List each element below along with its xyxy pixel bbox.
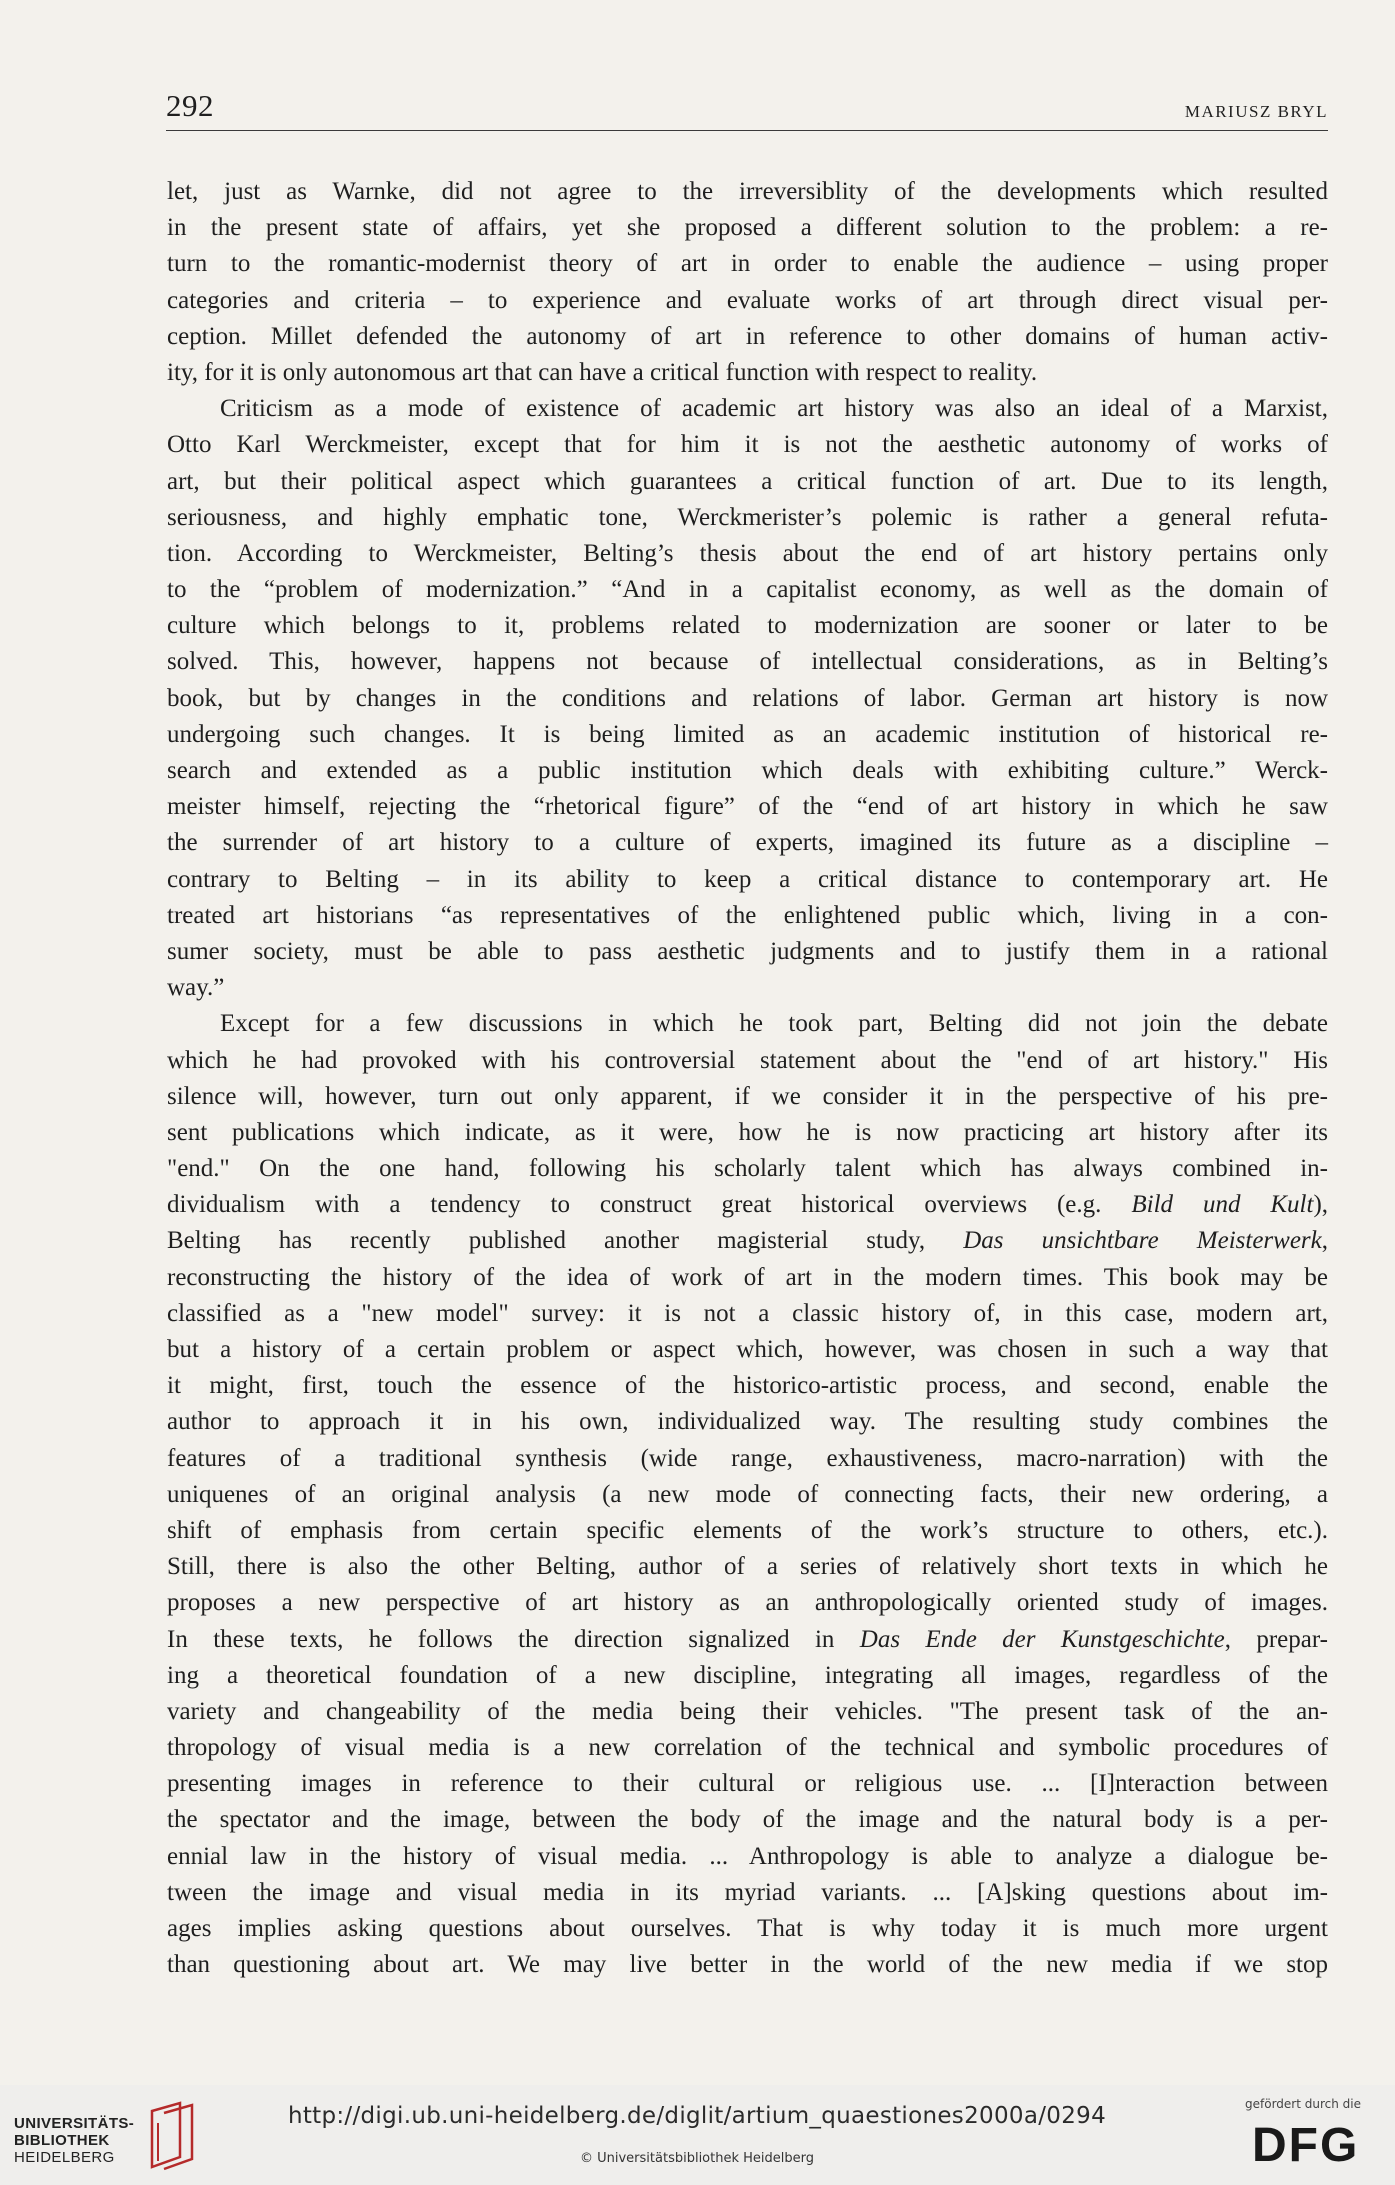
text-line: sumer society, must be able to pass aesthetic judgments and to justify them in a rational xyxy=(167,937,1328,965)
text-line: variety and changeability of the media being their vehicles. "The present task of the an- xyxy=(167,1697,1328,1725)
running-head: MARIUSZ BRYL xyxy=(1184,102,1328,121)
permalink-url[interactable]: http://digi.ub.uni-heidelberg.de/diglit/artium_quaestiones2000a/0294 xyxy=(287,2103,1107,2129)
text-line: classified as a "new model" survey: it is not a classic history of, in this case, modern art, xyxy=(167,1299,1328,1327)
text-line: seriousness, and highly emphatic tone, Werckmerister’s polemic is rather a general refuta- xyxy=(167,503,1328,531)
text-line: reconstructing the history of the idea of work of art in the modern times. This book may be xyxy=(167,1263,1328,1291)
text-line: tion. According to Werckmeister, Belting’s thesis about the end of art history pertains only xyxy=(167,539,1328,567)
page-header xyxy=(166,86,1328,131)
book-title: Das Ende der Kunstgeschichte xyxy=(859,1625,1225,1653)
text-run: dividualism with a tendency to construct great historical overviews (e.g. xyxy=(167,1191,1102,1219)
text-run: , prepar- xyxy=(1224,1625,1329,1653)
text-line: the surrender of art history to a culture of experts, imagined its future as a discipline – xyxy=(167,829,1328,857)
text-line: way.” xyxy=(167,974,225,1002)
text-line: presenting images in reference to their cultural or religious use. ... [I]nteraction between xyxy=(167,1770,1328,1798)
text-line xyxy=(167,1622,1328,1658)
text-run: , xyxy=(1321,1227,1328,1255)
text-run: Belting has recently published another magisterial study, xyxy=(167,1227,926,1255)
text-line: search and extended as a public institution which deals with exhibiting culture.” Werck- xyxy=(167,757,1328,784)
text-line: author to approach it in his own, individualized way. The resulting study combines the xyxy=(167,1408,1328,1436)
university-library-logo-icon xyxy=(150,2101,198,2171)
text-line: undergoing such changes. It is being limited as an academic institution of historical re- xyxy=(167,720,1328,748)
text-line: than questioning about art. We may live better in the world of the new media if we stop xyxy=(167,1951,1328,1979)
text-line xyxy=(167,1187,1328,1223)
text-line: book, but by changes in the conditions and relations of labor. German art history is now xyxy=(167,684,1328,712)
book-title: Das unsichtbare Meisterwerk xyxy=(963,1227,1322,1255)
text-line: ages implies asking questions about ourselves. That is why today it is much more urgent xyxy=(167,1915,1328,1942)
text-line: ennial law in the history of visual media. ... Anthropology is able to analyze a dialogue be- xyxy=(167,1842,1328,1870)
text-line: to the “problem of modernization.” “And in a capitalist economy, as well as the domain of xyxy=(167,576,1328,604)
text-line: but a history of a certain problem or aspect which, however, was chosen in such a way that xyxy=(167,1336,1328,1363)
text-line: meister himself, rejecting the “rhetorical figure” of the “end of art history in which he saw xyxy=(167,793,1328,821)
text-line: shift of emphasis from certain specific elements of the work’s structure to others, etc.). xyxy=(167,1516,1328,1544)
text-line xyxy=(167,1223,1328,1259)
text-line: the spectator and the image, between the body of the image and the natural body is a per- xyxy=(167,1806,1328,1834)
text-line: proposes a new perspective of art history as an anthropologically oriented study of images. xyxy=(167,1589,1328,1617)
funding-credit: gefördert durch die xyxy=(1245,2097,1361,2111)
text-line: "end." On the one hand, following his scholarly talent which has always combined in- xyxy=(167,1155,1328,1183)
text-line: let, just as Warnke, did not agree to the irreversiblity of the developments which resulted xyxy=(167,178,1328,205)
text-line: art, but their political aspect which guarantees a critical function of art. Due to its length, xyxy=(167,467,1328,495)
text-line: in the present state of affairs, yet she proposed a different solution to the problem: a re- xyxy=(167,214,1328,242)
text-line: it might, first, touch the essence of the historico-artistic process, and second, enable the xyxy=(167,1372,1328,1400)
text-line: tween the image and visual media in its myriad variants. ... [A]sking questions about im- xyxy=(167,1878,1328,1906)
library-name-line: UNIVERSITÄTS- xyxy=(14,2115,135,2132)
text-line: contrary to Belting – in its ability to keep a critical distance to contemporary art. He xyxy=(167,865,1328,893)
text-line: Still, there is also the other Belting, author of a series of relatively short texts in which he xyxy=(167,1553,1328,1581)
text-line: uniquenes of an original analysis (a new mode of connecting facts, their new ordering, a xyxy=(167,1480,1328,1508)
body-text xyxy=(167,174,1328,1983)
text-line: features of a traditional synthesis (wide range, exhaustiveness, macro-narration) with the xyxy=(167,1444,1328,1472)
page-number: 292 xyxy=(166,88,214,123)
dfg-logo-text: DFG xyxy=(1252,2119,1360,2167)
text-line: Otto Karl Werckmeister, except that for him it is not the aesthetic autonomy of works of xyxy=(167,431,1328,459)
text-line: which he had provoked with his controversial statement about the "end of art history." His xyxy=(167,1046,1328,1074)
library-name-line: BIBLIOTHEK xyxy=(14,2132,110,2149)
text-line: ing a theoretical foundation of a new discipline, integrating all images, regardless of the xyxy=(167,1661,1328,1689)
book-title: Bild und Kult xyxy=(1131,1191,1314,1219)
digitization-footer xyxy=(0,2085,1395,2185)
text-line: ity, for it is only autonomous art that can have a critical function with respect to reality. xyxy=(167,358,1038,386)
text-line: turn to the romantic-modernist theory of art in order to enable the audience – using proper xyxy=(167,250,1328,278)
text-line: ception. Millet defended the autonomy of art in reference to other domains of human activ- xyxy=(167,322,1328,350)
copyright-notice: © Universitätsbibliothek Heidelberg xyxy=(579,2151,814,2166)
text-line: silence will, however, turn out only apparent, if we consider it in the perspective of his pre- xyxy=(167,1082,1328,1110)
text-line: categories and criteria – to experience and evaluate works of art through direct visual per- xyxy=(167,286,1328,314)
text-run: In these texts, he follows the direction signalized in xyxy=(167,1625,835,1653)
library-name xyxy=(14,2115,134,2166)
text-line: treated art historians “as representatives of the enlightened public which, living in a con- xyxy=(167,901,1328,929)
dfg-logo-icon xyxy=(1250,2117,1365,2167)
text-line: culture which belongs to it, problems related to modernization are sooner or later to be xyxy=(167,612,1328,640)
library-name-line: HEIDELBERG xyxy=(14,2149,115,2166)
text-run: ), xyxy=(1313,1191,1329,1219)
text-line: solved. This, however, happens not because of intellectual considerations, as in Belting’s xyxy=(167,648,1328,676)
text-line: sent publications which indicate, as it were, how he is now practicing art history after its xyxy=(167,1118,1328,1146)
text-line: thropology of visual media is a new correlation of the technical and symbolic procedures of xyxy=(167,1734,1328,1762)
text-line: Except for a few discussions in which he took part, Belting did not join the debate xyxy=(220,1010,1328,1038)
text-line: Criticism as a mode of existence of academic art history was also an ideal of a Marxist, xyxy=(220,395,1328,423)
